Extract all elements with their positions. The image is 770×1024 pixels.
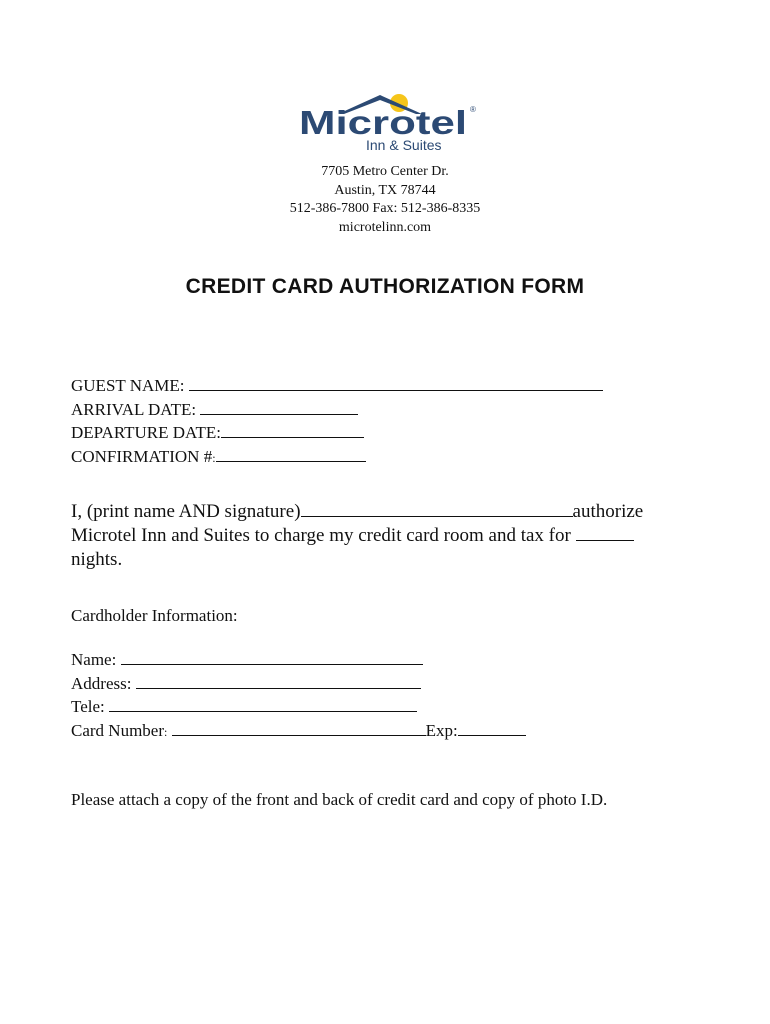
auth-text-part4: nights.	[71, 549, 123, 570]
logo-wordmark: Microtel	[299, 104, 467, 141]
signature-blank[interactable]	[301, 500, 573, 517]
cardholder-name-blank[interactable]	[121, 648, 423, 665]
authorization-line-2	[71, 524, 691, 548]
confirmation-label: CONFIRMATION #	[71, 446, 213, 466]
auth-text-part2: authorize	[572, 501, 644, 522]
phone-fax: 512-386-7800 Fax: 512-386-8335	[289, 201, 481, 216]
confirmation-row: CONFIRMATION #:	[71, 445, 603, 470]
registered-mark: ®	[470, 105, 476, 114]
cardholder-section	[71, 648, 526, 743]
departure-date-row	[71, 421, 603, 445]
cardholder-address-row	[71, 672, 526, 696]
arrival-date-label: ARRIVAL DATE:	[71, 399, 197, 419]
guest-name-row	[71, 374, 603, 398]
attachment-note: Please attach a copy of the front and back of credit card and copy of photo I.D.	[71, 790, 608, 809]
cardholder-heading: Cardholder Information:	[71, 606, 238, 625]
exp-blank[interactable]	[458, 719, 526, 736]
nights-blank[interactable]	[576, 524, 634, 541]
cardholder-address-label: Address:	[71, 673, 132, 693]
confirmation-blank[interactable]	[216, 445, 366, 462]
form-title: CREDIT CARD AUTHORIZATION FORM	[185, 275, 585, 298]
city-state-zip: Austin, TX 78744	[334, 182, 436, 198]
departure-date-label: DEPARTURE DATE:	[71, 423, 221, 442]
auth-text-part1: I, (print name AND signature)	[71, 501, 301, 522]
exp-label: Exp:	[425, 720, 458, 740]
street-address: 7705 Metro Center Dr.	[321, 164, 449, 179]
cardholder-name-label: Name:	[71, 650, 117, 669]
departure-date-blank[interactable]	[221, 421, 364, 438]
authorization-line-1	[71, 500, 691, 524]
card-number-label: Card Number	[71, 720, 165, 740]
guest-name-blank[interactable]	[189, 374, 603, 391]
arrival-date-blank[interactable]	[200, 398, 358, 415]
card-number-row: Card Number: Exp:	[71, 719, 526, 744]
authorization-statement	[71, 500, 691, 572]
microtel-logo	[298, 92, 480, 154]
guest-name-label: GUEST NAME:	[71, 376, 185, 395]
hotel-address	[0, 163, 770, 237]
cardholder-address-blank[interactable]	[136, 672, 421, 689]
auth-text-part3: Microtel Inn and Suites to charge my credit card room and tax for	[71, 525, 571, 546]
cardholder-tele-label: Tele:	[71, 697, 105, 716]
card-number-blank[interactable]	[172, 719, 426, 736]
guest-info-section	[71, 374, 603, 469]
arrival-date-row	[71, 398, 603, 422]
cardholder-name-row	[71, 648, 526, 672]
authorization-line-3	[71, 548, 691, 572]
cardholder-tele-row	[71, 695, 526, 719]
cardholder-tele-blank[interactable]	[109, 695, 417, 712]
website: microtelinn.com	[338, 219, 432, 235]
logo-subtitle: Inn & Suites	[366, 137, 442, 153]
